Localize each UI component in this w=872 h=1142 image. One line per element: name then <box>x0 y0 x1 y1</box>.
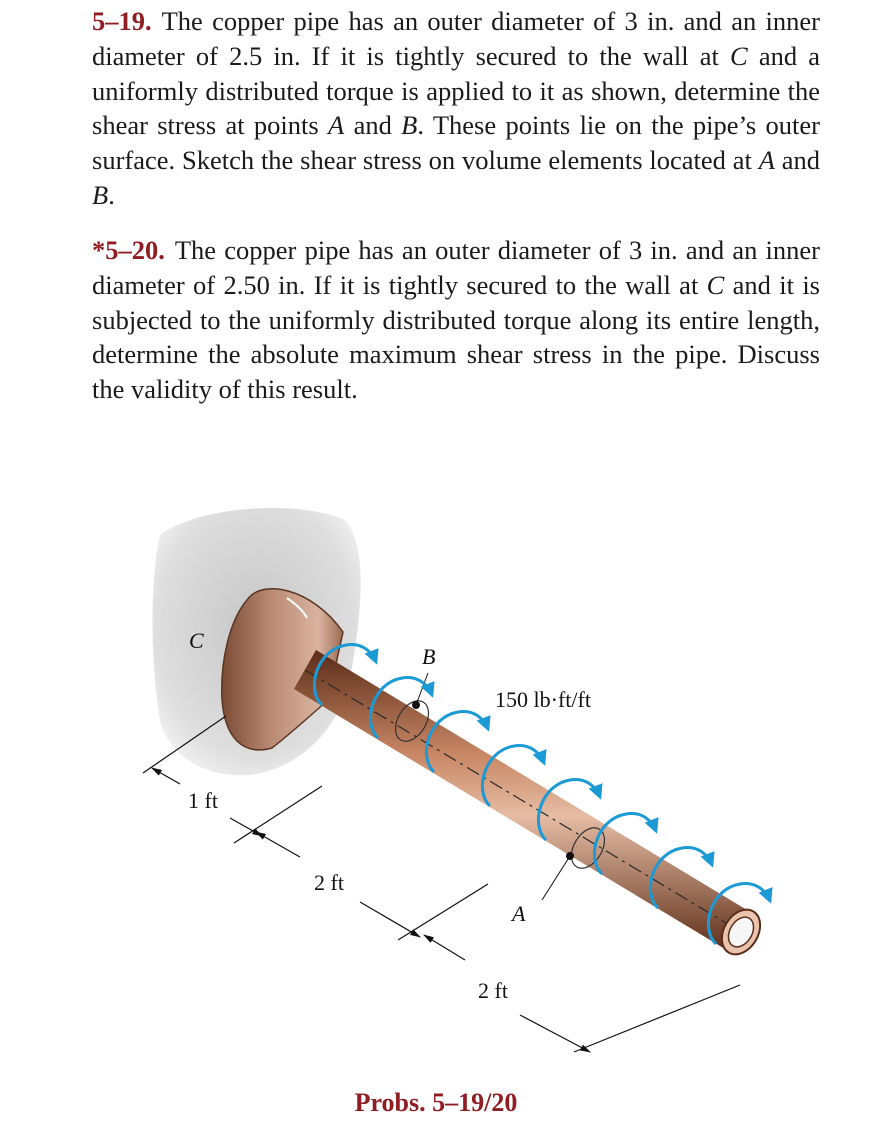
label-c: C <box>189 628 204 653</box>
dim-2ft-first: 2 ft <box>314 870 344 895</box>
dim-2ft-second: 2 ft <box>478 978 508 1003</box>
figure-caption: Probs. 5–19/20 <box>354 1088 518 1117</box>
problem-number: *5–20. <box>92 235 165 265</box>
problem-text: The copper pipe has an outer diameter of 3 in. and an inner diameter of 2.5 in. If it is tightly secured to the wall at C and a uniformly distributed torque is applied to it as shown, determine the shear stress at points A and B. These points lie on the pipe’s outer surface. Sketch the shear stress on volume elements located at A and B. <box>92 6 821 210</box>
torque-label: 150 lb·ft/ft <box>495 687 591 712</box>
label-a: A <box>512 901 526 926</box>
problem-number: 5–19. <box>92 6 152 36</box>
problem-text: The copper pipe has an outer diameter of 3 in. and an inner diameter of 2.50 in. If it is tightly secured to the wall at C and it is subjected to the uniformly distributed torque along its entire length, determine the absolute maximum shear stress in the pipe. Discuss the validity of this result. <box>92 235 820 405</box>
label-b: B <box>422 644 436 669</box>
dim-1ft: 1 ft <box>188 788 218 813</box>
